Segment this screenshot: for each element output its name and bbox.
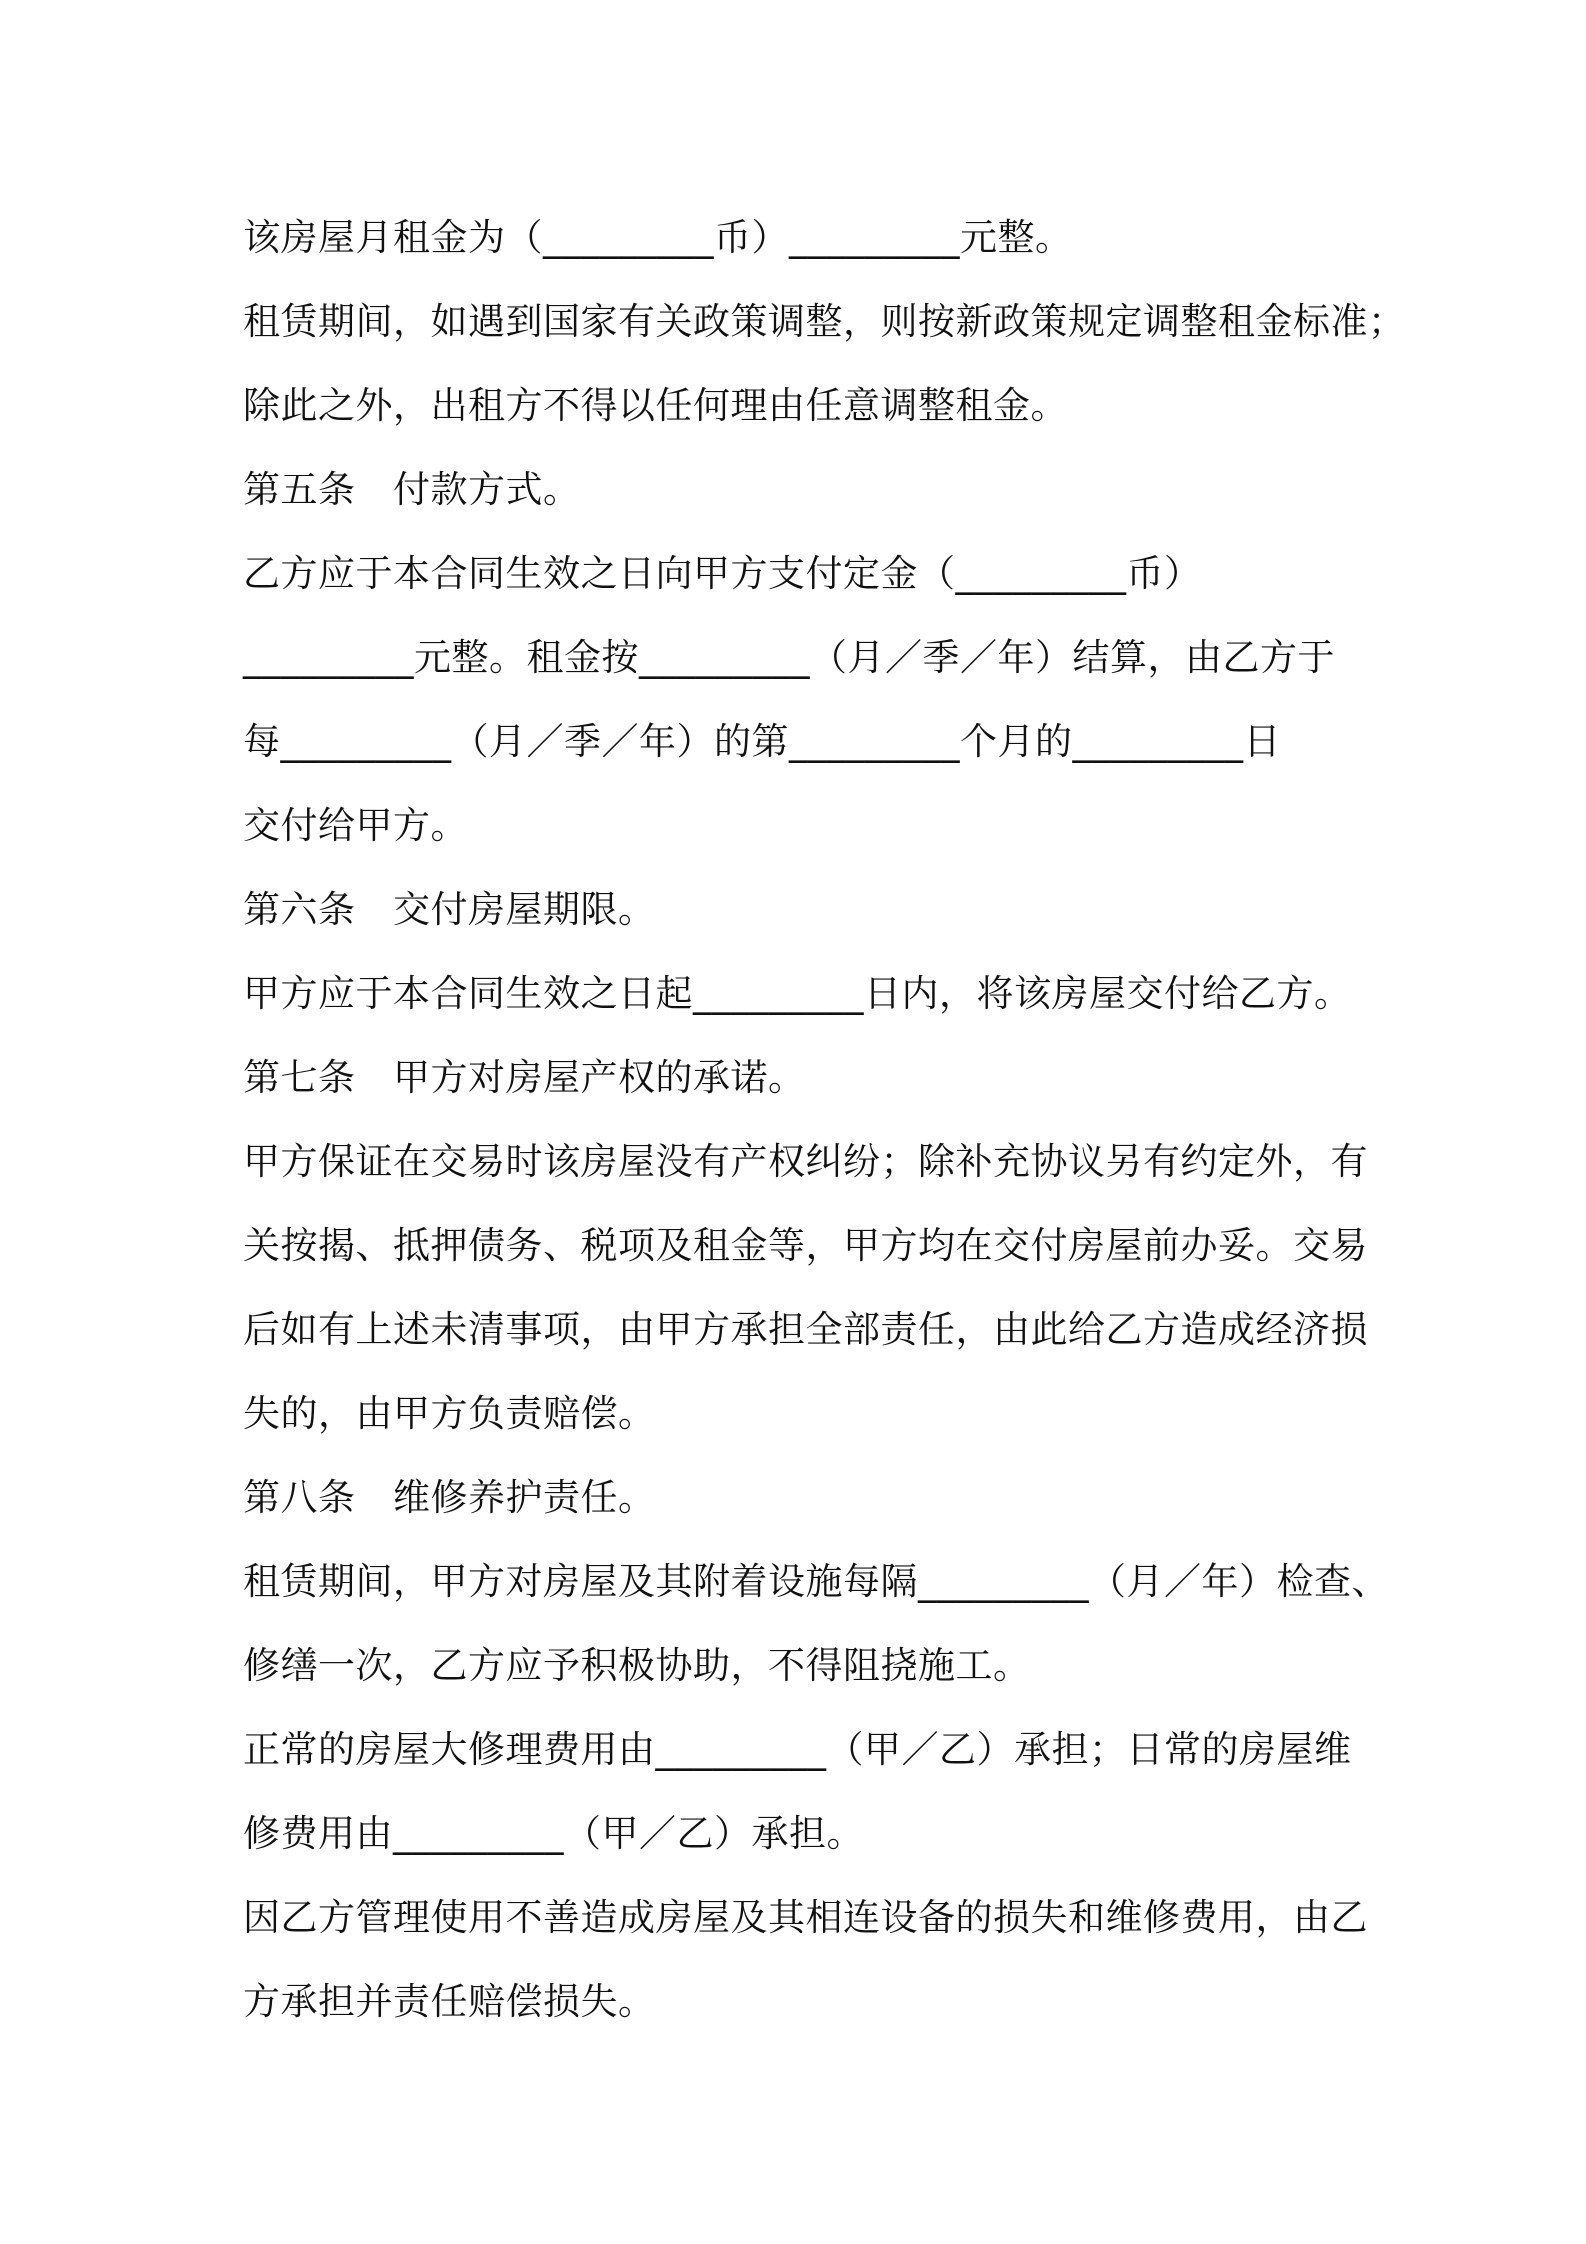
- article-heading: 第七条 甲方对房屋产权的承诺。: [243, 1056, 806, 1099]
- text-line: 失的，由甲方负责赔偿。: [243, 1392, 656, 1435]
- text-line: 因乙方管理使用不善造成房屋及其相连设备的损失和维修费用，由乙: [243, 1896, 1368, 1939]
- text-line: 方承担并责任赔偿损失。: [243, 1980, 656, 2023]
- text-line: 后如有上述未清事项，由甲方承担全部责任，由此给乙方造成经济损: [243, 1308, 1368, 1351]
- text-line: 关按揭、抵押债务、税项及租金等，甲方均在交付房屋前办妥。交易: [243, 1224, 1368, 1267]
- text-line: _________元整。租金按_________（月／季／年）结算，由乙方于: [243, 636, 1335, 679]
- text-line: 每_________（月／季／年）的第_________个月的_________日: [243, 720, 1281, 763]
- text-line: 甲方保证在交易时该房屋没有产权纠纷；除补充协议另有约定外，有: [243, 1140, 1368, 1183]
- text-line: 租赁期间，如遇到国家有关政策调整，则按新政策规定调整租金标准；: [243, 300, 1406, 343]
- text-line: 甲方应于本合同生效之日起_________日内，将该房屋交付给乙方。: [243, 972, 1352, 1015]
- text-line: 除此之外，出租方不得以任何理由任意调整租金。: [243, 384, 1068, 427]
- text-line: 交付给甲方。: [243, 804, 468, 847]
- text-line: 修费用由_________（甲／乙）承担。: [243, 1812, 864, 1855]
- document-body: [243, 196, 1406, 2044]
- article-heading: 第五条 付款方式。: [243, 468, 581, 511]
- text-line: 该房屋月租金为（_________币）_________元整。: [243, 216, 1073, 259]
- text-line: 乙方应于本合同生效之日向甲方支付定金（_________币）: [243, 552, 1202, 595]
- text-line: 正常的房屋大修理费用由_________（甲／乙）承担；日常的房屋维: [243, 1728, 1352, 1771]
- text-line: 修缮一次，乙方应予积极协助，不得阻挠施工。: [243, 1644, 1031, 1687]
- article-heading: 第六条 交付房屋期限。: [243, 888, 656, 931]
- article-heading: 第八条 维修养护责任。: [243, 1476, 656, 1519]
- text-line: 租赁期间，甲方对房屋及其附着设施每隔_________（月／年）检查、: [243, 1560, 1389, 1603]
